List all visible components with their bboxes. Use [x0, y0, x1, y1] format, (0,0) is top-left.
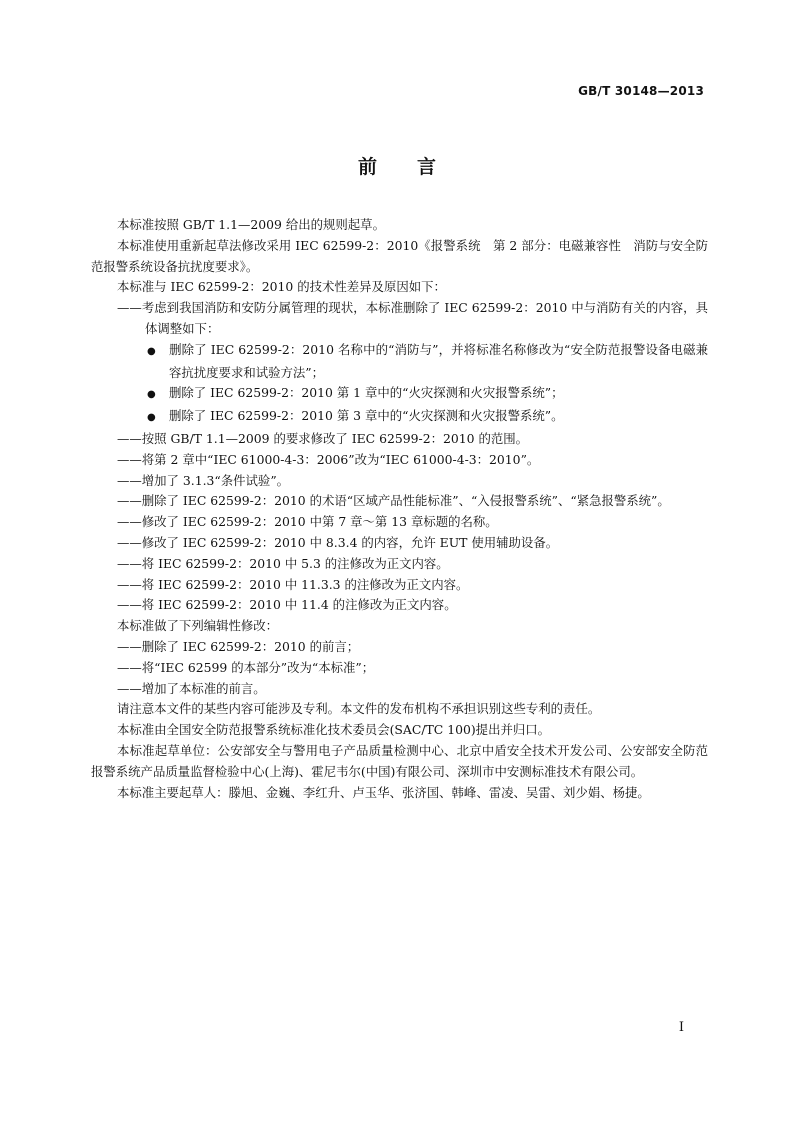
dash-item: ——删除了 IEC 62599-2：2010 的前言；	[117, 638, 360, 654]
dash-item: ——将第 2 章中“IEC 61000-4-3：2006”改为“IEC 61000-4-3：2010”。	[117, 451, 540, 467]
bullet-text: 删除了 IEC 62599-2：2010 名称中的“消防与”，并将标准名称修改为“安全防范报警设备电磁兼容抗扰度要求和试验方法”；	[169, 341, 708, 380]
dash-item: ——删除了 IEC 62599-2：2010 的术语“区域产品性能标准”、“入侵报警系统”、“紧急报警系统”。	[117, 493, 670, 509]
page-title: 前言	[357, 156, 476, 178]
bullet-icon: ●	[147, 389, 156, 401]
paragraph: 请注意本文件的某些内容可能涉及专利。本文件的发布机构不承担识别这些专利的责任。	[117, 701, 601, 717]
bullet-item	[91, 340, 708, 384]
page-number: I	[678, 1020, 684, 1035]
dash-item: ——修改了 IEC 62599-2：2010 中第 7 章～第 13 章标题的名称。	[117, 514, 498, 530]
paragraph: 本标准使用重新起草法修改采用 IEC 62599-2：2010《报警系统 第 2 部分：电磁兼容性 消防与安全防范报警系统设备抗扰度要求》。	[91, 237, 708, 274]
dash-item: ——将 IEC 62599-2：2010 中 11.4 的注修改为正文内容。	[117, 597, 457, 613]
paragraph: 本标准做了下列编辑性修改：	[117, 618, 279, 634]
paragraph: 本标准起草单位：公安部安全与警用电子产品质量检测中心、北京中盾安全技术开发公司、公安部安全防范报警系统产品质量监督检验中心(上海)、霍尼韦尔(中国)有限公司、深圳市中安测标准技术有限公司。	[91, 742, 708, 779]
paragraph: 本标准由全国安全防范报警系统标准化技术委员会(SAC/TC 100)提出并归口。	[117, 722, 551, 738]
paragraph: 本标准按照 GB/T 1.1—2009 给出的规则起草。	[117, 217, 385, 232]
dash-item: ——增加了本标准的前言。	[117, 680, 266, 696]
paragraph: 本标准主要起草人：滕旭、金巍、李红升、卢玉华、张济国、韩峰、雷凌、吴雷、刘少娟、杨捷。	[117, 784, 650, 800]
paragraph: 本标准与 IEC 62599-2：2010 的技术性差异及原因如下：	[117, 279, 446, 295]
dash-item: ——考虑到我国消防和安防分属管理的现状，本标准删除了 IEC 62599-2：2010 中与消防有关的内容，具体调整如下：	[117, 300, 708, 336]
standard-code: GB/T 30148—2013	[578, 84, 704, 98]
bullet-item	[91, 383, 708, 406]
document-body	[91, 215, 708, 803]
bullet-icon: ●	[147, 345, 156, 357]
dash-item: ——将 IEC 62599-2：2010 中 11.3.3 的注修改为正文内容。	[117, 576, 469, 592]
bullet-icon: ●	[147, 412, 156, 424]
dash-item: ——修改了 IEC 62599-2：2010 中 8.3.4 的内容，允许 EUT 使用辅助设备。	[117, 534, 559, 550]
bullet-text: 删除了 IEC 62599-2：2010 第 3 章中的“火灾探测和火灾报警系统”。	[169, 408, 564, 424]
dash-item: ——按照 GB/T 1.1—2009 的要求修改了 IEC 62599-2：2010 的范围。	[117, 430, 529, 446]
dash-item: ——将“IEC 62599 的本部分”改为“本标准”；	[117, 659, 375, 675]
bullet-item	[91, 406, 708, 429]
bullet-text: 删除了 IEC 62599-2：2010 第 1 章中的“火灾探测和火灾报警系统”；	[169, 385, 564, 401]
dash-item: ——将 IEC 62599-2：2010 中 5.3 的注修改为正文内容。	[117, 555, 449, 571]
dash-item: ——增加了 3.1.3“条件试验”。	[117, 472, 290, 488]
